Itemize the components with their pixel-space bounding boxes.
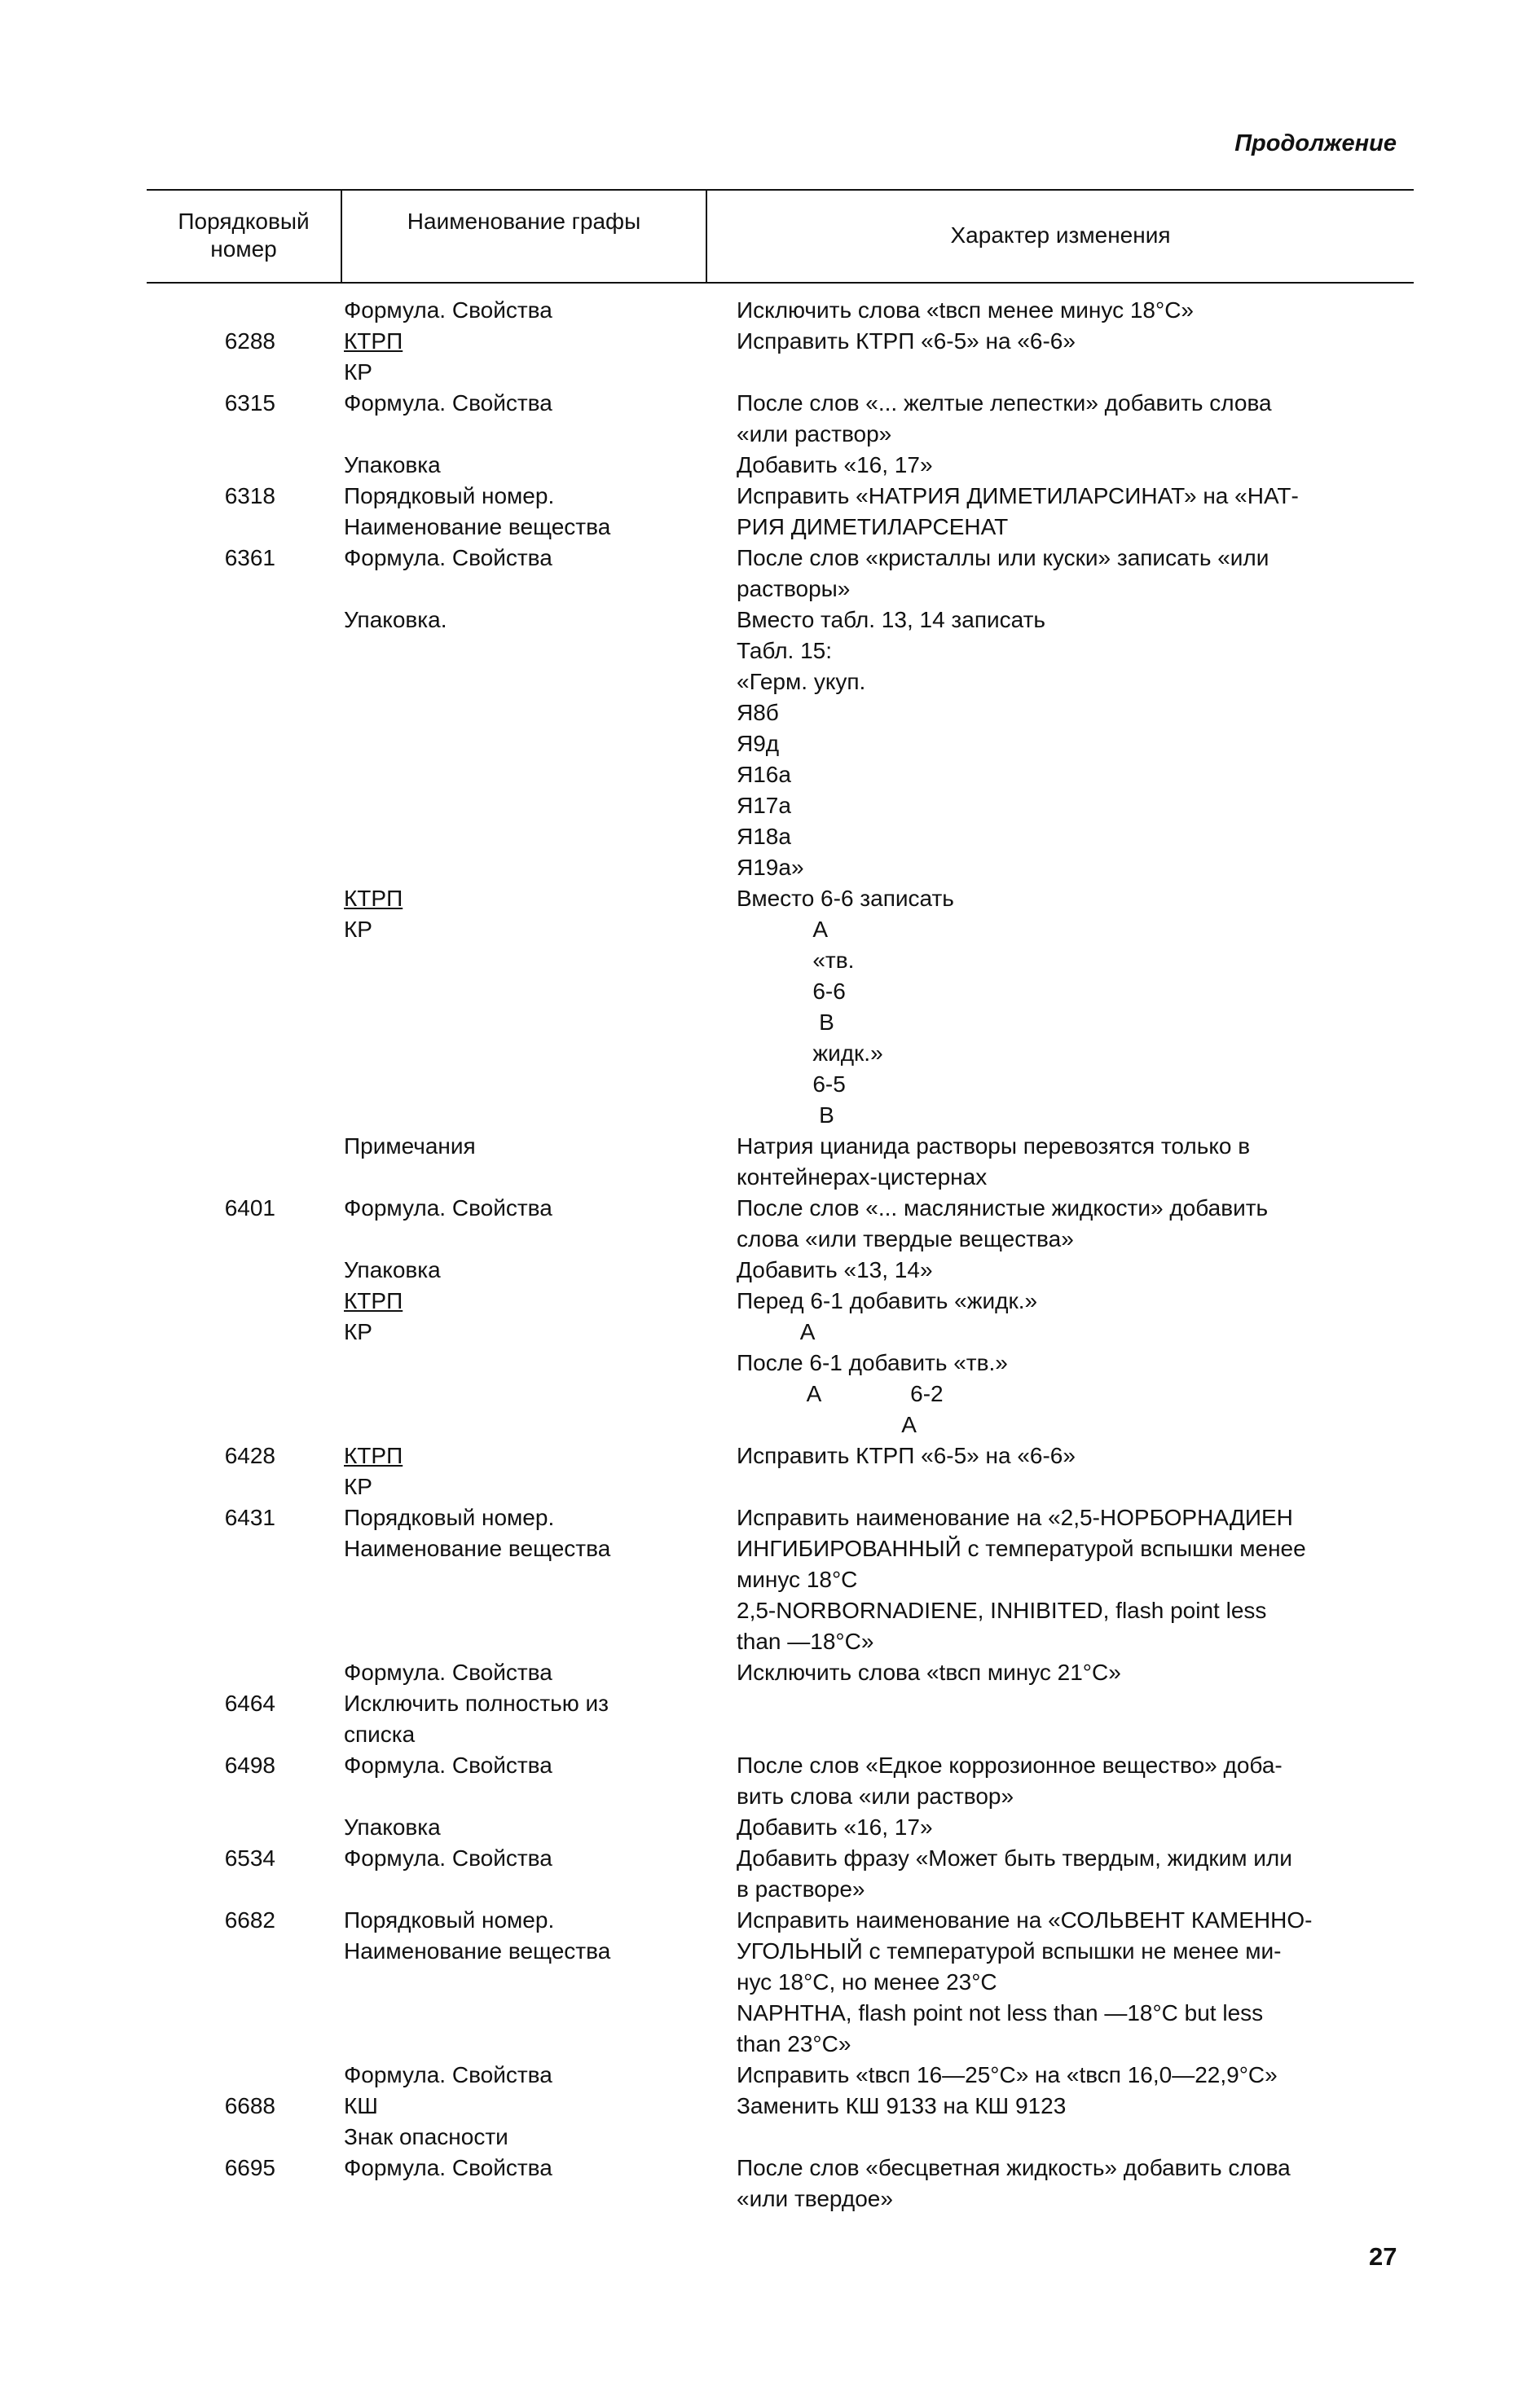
change-line: Табл. 15: xyxy=(737,638,833,663)
column-header-number: Порядковый номер xyxy=(178,209,310,262)
row-number: 6318 xyxy=(224,483,275,508)
change-line: Добавить «16, 17» xyxy=(737,1814,933,1840)
row-field-name: Порядковый номер. xyxy=(344,483,555,508)
row-change-description xyxy=(737,1441,1395,1471)
row-field-name: Упаковка xyxy=(344,1814,441,1840)
change-line: Исправить «tвсп 16—25°С» на «tвсп 16,0—22,9°С» xyxy=(737,2062,1278,2087)
change-line: Исключить слова «tвсп менее минус 18°С» xyxy=(737,297,1194,323)
change-line: than —18°С» xyxy=(737,1629,874,1654)
change-line: Перед 6-1 добавить «жидк.» xyxy=(737,1288,1038,1313)
row-field-name: КР xyxy=(344,1474,372,1499)
table-row xyxy=(0,357,1540,388)
change-line: После слов «... маслянистые жидкости» добавить xyxy=(737,1195,1269,1221)
row-change-description xyxy=(737,1317,1395,1441)
table-row xyxy=(0,1502,1540,1533)
change-line: После слов «Едкое коррозионное вещество» доба- xyxy=(737,1753,1283,1778)
table-row xyxy=(0,2153,1540,2215)
table-top-rule xyxy=(147,189,1414,191)
change-line: Добавить фразу «Может быть твердым, жидким или xyxy=(737,1845,1292,1871)
table-row xyxy=(0,1688,1540,1719)
table-row xyxy=(0,1317,1540,1441)
row-change-description xyxy=(737,1193,1395,1255)
change-line: Я19а» xyxy=(737,855,804,880)
change-line: «или твердое» xyxy=(737,2186,893,2211)
row-number: 6695 xyxy=(224,2155,275,2180)
change-line xyxy=(737,1688,1395,1719)
change-line: Исправить КТРП «6-5» на «6-6» xyxy=(737,328,1076,354)
change-line: Я16а xyxy=(737,762,791,787)
change-line: 2,5-NORBORNADIENE, INHIBITED, flash point less xyxy=(737,1598,1267,1623)
table-row xyxy=(0,1193,1540,1255)
row-field-name: КР xyxy=(344,1319,372,1344)
row-number xyxy=(0,1471,275,1502)
row-number xyxy=(0,1657,275,1688)
row-field-name: Упаковка xyxy=(344,1257,441,1282)
change-line xyxy=(737,2122,1395,2153)
table-row xyxy=(0,2122,1540,2153)
row-number xyxy=(0,512,275,543)
change-line: Исправить наименование на «СОЛЬВЕНТ КАМЕННО- xyxy=(737,1907,1313,1933)
table-row xyxy=(0,1936,1540,2060)
table-row xyxy=(0,388,1540,450)
row-field-name: КТРП xyxy=(344,1443,403,1468)
row-change-description xyxy=(737,1750,1395,1812)
row-change-description xyxy=(737,1533,1395,1657)
row-field-name: Формула. Свойства xyxy=(344,2062,552,2087)
row-number xyxy=(0,914,275,1131)
row-number: 6688 xyxy=(224,2093,275,2118)
row-change-description xyxy=(737,2153,1395,2215)
row-number xyxy=(0,1131,275,1193)
row-change-description xyxy=(737,1843,1395,1905)
row-number: 6682 xyxy=(224,1907,275,1933)
table-body xyxy=(0,295,1540,2215)
row-change-description xyxy=(737,1255,1395,1286)
row-change-description xyxy=(737,481,1395,512)
change-line: в растворе» xyxy=(737,1876,865,1902)
page-number: 27 xyxy=(1369,2242,1397,2271)
table-row xyxy=(0,2060,1540,2091)
change-line: Заменить КШ 9133 на КШ 9123 xyxy=(737,2093,1067,2118)
row-number: 6361 xyxy=(224,545,275,570)
change-line: После слов «кристаллы или куски» записать «или xyxy=(737,545,1269,570)
change-line: нус 18°С, но менее 23°С xyxy=(737,1969,997,1995)
change-line: «Герм. укуп. xyxy=(737,669,866,694)
row-number xyxy=(0,1719,275,1750)
row-number: 6315 xyxy=(224,390,275,416)
row-number xyxy=(0,1286,275,1317)
row-number xyxy=(0,1317,275,1441)
row-change-description xyxy=(737,1657,1395,1688)
row-change-description xyxy=(737,1286,1395,1317)
table-row xyxy=(0,883,1540,914)
row-change-description xyxy=(737,388,1395,450)
row-number: 6498 xyxy=(224,1753,275,1778)
row-change-description xyxy=(737,326,1395,357)
change-line: «тв. xyxy=(737,948,855,973)
row-field-name: КШ xyxy=(344,2093,378,2118)
row-field-name: КР xyxy=(344,359,372,385)
table-header-rule xyxy=(147,282,1414,284)
row-number xyxy=(0,883,275,914)
change-line: Я8б xyxy=(737,700,779,725)
change-line: Добавить «16, 17» xyxy=(737,452,933,477)
row-field-name: КТРП xyxy=(344,328,403,354)
row-number xyxy=(0,1812,275,1843)
row-field-name: Исключить полностью из xyxy=(344,1691,609,1716)
change-line xyxy=(737,1719,1395,1750)
row-field-name: КР xyxy=(344,917,372,942)
row-change-description xyxy=(737,1688,1395,1719)
change-line: В xyxy=(737,1009,834,1035)
change-line: Добавить «13, 14» xyxy=(737,1257,933,1282)
row-field-name: Формула. Свойства xyxy=(344,545,552,570)
change-line: А xyxy=(737,1412,917,1437)
change-line: А xyxy=(737,1319,816,1344)
change-line: Натрия цианида растворы перевозятся только в xyxy=(737,1133,1251,1159)
row-number xyxy=(0,605,275,883)
change-line: 6-6 xyxy=(737,979,846,1004)
row-change-description xyxy=(737,2122,1395,2153)
row-number: 6288 xyxy=(224,328,275,354)
change-line: После 6-1 добавить «тв.» xyxy=(737,1350,1008,1375)
row-number: 6428 xyxy=(224,1443,275,1468)
row-number xyxy=(0,1936,275,2060)
row-number xyxy=(0,1255,275,1286)
change-line: УГОЛЬНЫЙ с температурой вспышки не менее ми- xyxy=(737,1938,1282,1964)
row-number: 6464 xyxy=(224,1691,275,1716)
table-row xyxy=(0,1441,1540,1471)
row-field-name: Знак опасности xyxy=(344,2124,508,2149)
table-row xyxy=(0,1533,1540,1657)
row-field-name: Формула. Свойства xyxy=(344,1753,552,1778)
row-number xyxy=(0,450,275,481)
column-header-field: Наименование графы xyxy=(407,209,641,234)
table-row xyxy=(0,2091,1540,2122)
column-divider-1 xyxy=(341,189,342,282)
change-line: Вместо 6-6 записать xyxy=(737,886,954,911)
table-row xyxy=(0,1286,1540,1317)
change-line: Я18а xyxy=(737,824,791,849)
row-number xyxy=(0,357,275,388)
continuation-label: Продолжение xyxy=(1234,130,1397,156)
row-change-description xyxy=(737,512,1395,543)
row-change-description xyxy=(737,450,1395,481)
change-line: Исправить «НАТРИЯ ДИМЕТИЛАРСИНАТ» на «НАТ- xyxy=(737,483,1299,508)
row-change-description xyxy=(737,1131,1395,1193)
table-row xyxy=(0,512,1540,543)
change-line: вить слова «или раствор» xyxy=(737,1784,1014,1809)
table-row xyxy=(0,1471,1540,1502)
change-line: NAPHTHA, flash point not less than —18°С but less xyxy=(737,2000,1264,2026)
row-change-description xyxy=(737,1905,1395,1936)
row-number: 6534 xyxy=(224,1845,275,1871)
row-field-name: Порядковый номер. xyxy=(344,1505,555,1530)
row-number xyxy=(0,2060,275,2091)
row-field-name: Наименование вещества xyxy=(344,1938,611,1964)
change-line: Исключить слова «tвсп минус 21°С» xyxy=(737,1660,1121,1685)
row-field-name: Формула. Свойства xyxy=(344,1845,552,1871)
change-line: ИНГИБИРОВАННЫЙ с температурой вспышки менее xyxy=(737,1536,1306,1561)
table-row xyxy=(0,1719,1540,1750)
change-line: жидк.» xyxy=(737,1040,883,1066)
row-field-name: КТРП xyxy=(344,1288,403,1313)
row-field-name: Упаковка. xyxy=(344,607,447,632)
row-field-name: Примечания xyxy=(344,1133,476,1159)
row-field-name: Наименование вещества xyxy=(344,1536,611,1561)
row-number: 6431 xyxy=(224,1505,275,1530)
row-change-description xyxy=(737,1502,1395,1533)
table-row xyxy=(0,1657,1540,1688)
table-row xyxy=(0,1131,1540,1193)
table-row xyxy=(0,605,1540,883)
row-field-name: Порядковый номер. xyxy=(344,1907,555,1933)
change-line: А 6-2 xyxy=(737,1381,944,1406)
row-change-description xyxy=(737,2060,1395,2091)
change-line xyxy=(737,1471,1395,1502)
row-change-description xyxy=(737,1936,1395,2060)
change-line: В xyxy=(737,1102,834,1128)
row-field-name: Формула. Свойства xyxy=(344,1195,552,1221)
change-line: than 23°С» xyxy=(737,2031,851,2056)
change-line: А xyxy=(737,917,829,942)
change-line: РИЯ ДИМЕТИЛАРСЕНАТ xyxy=(737,514,1009,539)
row-field-name: Формула. Свойства xyxy=(344,2155,552,2180)
row-change-description xyxy=(737,357,1395,388)
row-change-description xyxy=(737,295,1395,326)
row-field-name: Упаковка xyxy=(344,452,441,477)
change-line: Я17а xyxy=(737,793,791,818)
table-row xyxy=(0,1843,1540,1905)
row-field-name: Формула. Свойства xyxy=(344,297,552,323)
change-line: 6-5 xyxy=(737,1071,846,1097)
change-line: контейнерах-цистернах xyxy=(737,1164,988,1190)
change-line: «или раствор» xyxy=(737,421,892,446)
row-change-description xyxy=(737,2091,1395,2122)
change-line: Исправить наименование на «2,5-НОРБОРНАДИЕН xyxy=(737,1505,1293,1530)
row-field-name: Наименование вещества xyxy=(344,514,611,539)
table-row xyxy=(0,1812,1540,1843)
table-row xyxy=(0,543,1540,605)
change-line: растворы» xyxy=(737,576,851,601)
row-change-description xyxy=(737,605,1395,883)
table-row xyxy=(0,1255,1540,1286)
table-row xyxy=(0,450,1540,481)
table-row xyxy=(0,326,1540,357)
row-change-description xyxy=(737,914,1395,1131)
row-change-description xyxy=(737,1471,1395,1502)
table-row xyxy=(0,1905,1540,1936)
row-number xyxy=(0,2122,275,2153)
table-row xyxy=(0,914,1540,1131)
row-change-description xyxy=(737,1812,1395,1843)
change-line: Я9д xyxy=(737,731,780,756)
row-field-name: Формула. Свойства xyxy=(344,1660,552,1685)
change-line xyxy=(737,357,1395,388)
change-line: После слов «бесцветная жидкость» добавить слова xyxy=(737,2155,1291,2180)
row-number xyxy=(0,295,275,326)
change-line: После слов «... желтые лепестки» добавить слова xyxy=(737,390,1272,416)
column-header-change: Характер изменения xyxy=(950,222,1171,248)
change-line: Вместо табл. 13, 14 записать xyxy=(737,607,1046,632)
table-row xyxy=(0,1750,1540,1812)
row-field-name: Формула. Свойства xyxy=(344,390,552,416)
row-change-description xyxy=(737,543,1395,605)
table-row xyxy=(0,481,1540,512)
row-change-description xyxy=(737,1719,1395,1750)
change-line: Исправить КТРП «6-5» на «6-6» xyxy=(737,1443,1076,1468)
row-field-name: КТРП xyxy=(344,886,403,911)
row-field-name: списка xyxy=(344,1722,416,1747)
change-line: слова «или твердые вещества» xyxy=(737,1226,1074,1251)
change-line: минус 18°С xyxy=(737,1567,858,1592)
row-change-description xyxy=(737,883,1395,914)
row-number: 6401 xyxy=(224,1195,275,1221)
table-row xyxy=(0,295,1540,326)
row-number xyxy=(0,1533,275,1657)
